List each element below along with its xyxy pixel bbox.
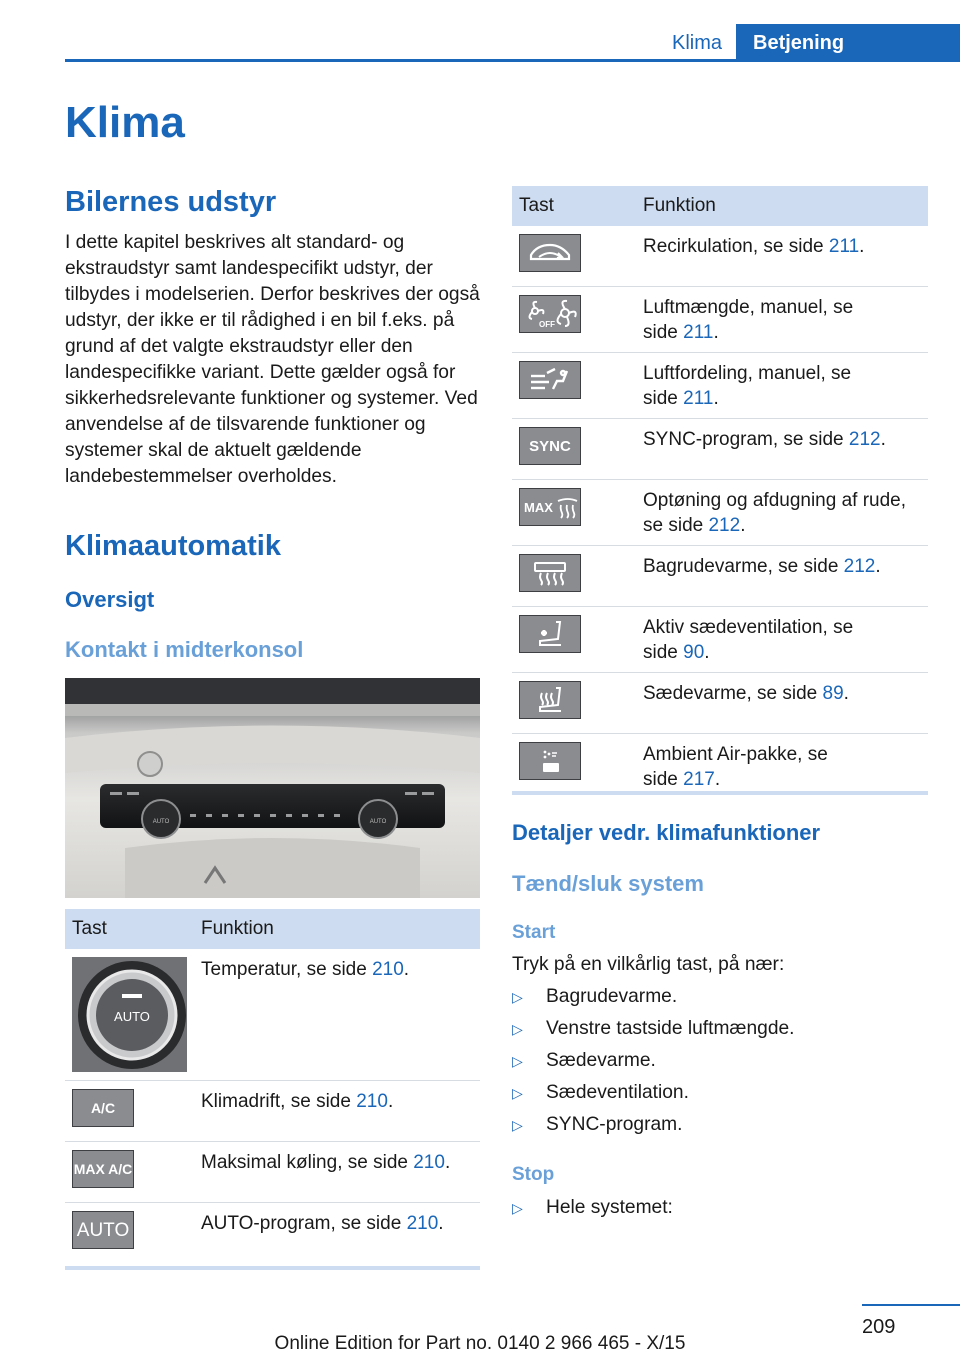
table-row: [65, 1142, 480, 1203]
page-ref-link[interactable]: 217: [683, 769, 715, 790]
heading-taend-sluk: Tænd/sluk system: [512, 871, 704, 896]
triangle-bullet-icon: ▷: [512, 1117, 523, 1133]
row-end: .: [387, 1091, 394, 1112]
row-end: .: [438, 1213, 444, 1234]
sync-button-icon: SYNC: [519, 427, 581, 465]
intro-paragraph: I dette kapitel beskrives alt standard- og ekstraudstyr samt landespecifikt udstyr, der tilbydes i modelserien. Derfor beskrives der også udstyr, der ikke er til rådighed i en bil f.eks. på grund af det valgte ekstraudstyr eller den landespecifikke variant. Dette gælder også for sikkerhedsrelevante funktioner og systemer. Ved anvendelse af de tilsvarende funktioner og systemer skal de aktuelt gældende landebestemmelser overholdes.: [65, 232, 480, 487]
ambient-air-icon: [519, 742, 581, 780]
row-text: Maksimal køling, se side: [201, 1152, 414, 1173]
row-end: .: [875, 556, 881, 577]
list-item-text: SYNC-program.: [546, 1114, 683, 1135]
row-end: .: [713, 322, 719, 343]
page-ref-link[interactable]: 211: [683, 388, 714, 409]
triangle-bullet-icon: ▷: [512, 1085, 523, 1101]
page-title: Klima: [65, 98, 185, 147]
ac-button-icon: A/C: [72, 1089, 134, 1127]
list-item: [512, 1109, 795, 1141]
row-text: Klimadrift, se side: [201, 1091, 357, 1112]
list-item-text: Venstre tastside luftmængde.: [546, 1018, 795, 1039]
row-text: se side: [643, 515, 709, 536]
page-ref-link[interactable]: 210: [372, 959, 404, 980]
table-row: [65, 949, 480, 1081]
row-text: side: [643, 642, 684, 663]
row-text: side: [643, 322, 684, 343]
row-text: Sædevarme, se side: [643, 683, 823, 704]
row-text: AUTO-program, se side: [201, 1213, 407, 1234]
row-text: Optøning og afdugning af rude,: [643, 490, 907, 511]
header-chapter-tab[interactable]: Betjening: [736, 24, 960, 62]
row-end: .: [444, 1152, 451, 1173]
triangle-bullet-icon: ▷: [512, 1200, 523, 1216]
row-end: .: [880, 429, 886, 450]
col-header-tast: Tast: [65, 909, 194, 949]
list-item-text: Sædeventilation.: [546, 1082, 689, 1103]
table-row: [65, 1081, 480, 1142]
list-item: [512, 1077, 795, 1109]
row-end: .: [843, 683, 849, 704]
table-row: [512, 673, 928, 734]
heading-kontakt-midterkonsol: Kontakt i midterkonsol: [65, 637, 304, 662]
row-text: SYNC-program, se side: [643, 429, 849, 450]
page-ref-link[interactable]: 212: [708, 515, 741, 536]
table-row: [512, 480, 928, 546]
row-text: side: [643, 388, 684, 409]
heading-stop: Stop: [512, 1164, 555, 1185]
start-instruction: Tryk på en vilkårlig tast, på nær:: [512, 954, 785, 975]
page-ref-link[interactable]: 210: [356, 1091, 388, 1112]
svg-text:AUTO: AUTO: [152, 819, 170, 825]
stop-list: [512, 1192, 673, 1224]
max-defrost-icon: [519, 488, 581, 526]
list-item: [512, 1192, 673, 1224]
page-ref-link[interactable]: 211: [683, 322, 714, 343]
row-end: .: [714, 769, 721, 790]
fan-speed-icon: [519, 295, 581, 333]
table-row: [512, 546, 928, 607]
svg-text:AUTO: AUTO: [369, 819, 387, 825]
table-row: [512, 734, 928, 800]
page-ref-link[interactable]: 90: [683, 642, 705, 663]
row-text: side: [643, 769, 684, 790]
list-item-text: Bagrudevarme.: [546, 986, 678, 1007]
air-distribution-icon: [519, 361, 581, 399]
list-item-text: Sædevarme.: [546, 1050, 656, 1071]
page-ref-link[interactable]: 212: [848, 429, 881, 450]
row-text: Recirkulation, se side: [643, 236, 829, 257]
triangle-bullet-icon: ▷: [512, 1053, 523, 1069]
triangle-bullet-icon: ▷: [512, 1021, 523, 1037]
table-row: [65, 1203, 480, 1264]
knob-label: AUTO: [114, 1009, 150, 1024]
page-number: 209: [862, 1316, 896, 1338]
page-ref-link[interactable]: 211: [828, 236, 860, 257]
list-item: [512, 1045, 795, 1077]
triangle-bullet-icon: ▷: [512, 989, 523, 1005]
table-row: [512, 607, 928, 673]
list-item: [512, 1013, 795, 1045]
row-end: .: [403, 959, 410, 980]
heading-start: Start: [512, 922, 556, 943]
row-text: Luftfordeling, manuel, se: [643, 363, 852, 384]
col-header-tast: Tast: [512, 186, 636, 226]
seat-ventilation-icon: [519, 615, 581, 653]
table-bottom-rule: [512, 791, 928, 795]
row-text: Temperatur, se side: [201, 959, 373, 980]
header-rule: [65, 59, 960, 62]
header-section: Klima: [671, 32, 722, 54]
row-text: Aktiv sædeventilation, se: [643, 617, 854, 638]
row-end: .: [713, 388, 719, 409]
page-ref-link[interactable]: 210: [406, 1213, 439, 1234]
col-header-funktion: Funktion: [636, 186, 928, 226]
max-ac-button-icon: MAX A/C: [72, 1150, 134, 1188]
table-row: [512, 287, 928, 353]
temperature-knob-icon: [72, 957, 187, 1072]
list-item-text: Hele systemet:: [546, 1197, 673, 1218]
row-end: .: [704, 642, 710, 663]
heading-oversigt: Oversigt: [65, 587, 155, 612]
table-bottom-rule: [65, 1266, 480, 1270]
heading-klimaautomatik: Klimaautomatik: [65, 530, 281, 562]
page-ref-link[interactable]: 210: [413, 1152, 445, 1173]
list-item: [512, 981, 795, 1013]
table-row: [512, 419, 928, 480]
start-exception-list: [512, 981, 795, 1141]
max-defrost-label: MAX: [524, 500, 553, 515]
seat-heating-icon: [519, 681, 581, 719]
left-key-table: [65, 909, 480, 1263]
page-ref-link[interactable]: 89: [822, 683, 844, 704]
edition-note: Online Edition for Part no. 0140 2 966 465 - X/15: [274, 1333, 686, 1354]
right-key-table: [512, 186, 928, 799]
auto-button-icon: AUTO: [72, 1211, 134, 1249]
row-text: Ambient Air-pakke, se: [643, 744, 828, 765]
row-end: .: [859, 236, 865, 257]
rear-defrost-icon: [519, 554, 581, 592]
footer-rule: [862, 1304, 960, 1306]
table-row: [512, 226, 928, 287]
center-console-photo: [65, 678, 480, 898]
page-ref-link[interactable]: 212: [843, 556, 876, 577]
fan-off-label: OFF: [539, 320, 555, 329]
col-header-funktion: Funktion: [194, 909, 480, 949]
heading-detaljer: Detaljer vedr. klimafunktioner: [512, 820, 821, 845]
row-text: Bagrudevarme, se side: [643, 556, 844, 577]
row-end: .: [740, 515, 746, 536]
heading-bilernes-udstyr: Bilernes udstyr: [65, 186, 277, 218]
row-text: Luftmængde, manuel, se: [643, 297, 854, 318]
recirculation-icon: [519, 234, 581, 272]
table-row: [512, 353, 928, 419]
